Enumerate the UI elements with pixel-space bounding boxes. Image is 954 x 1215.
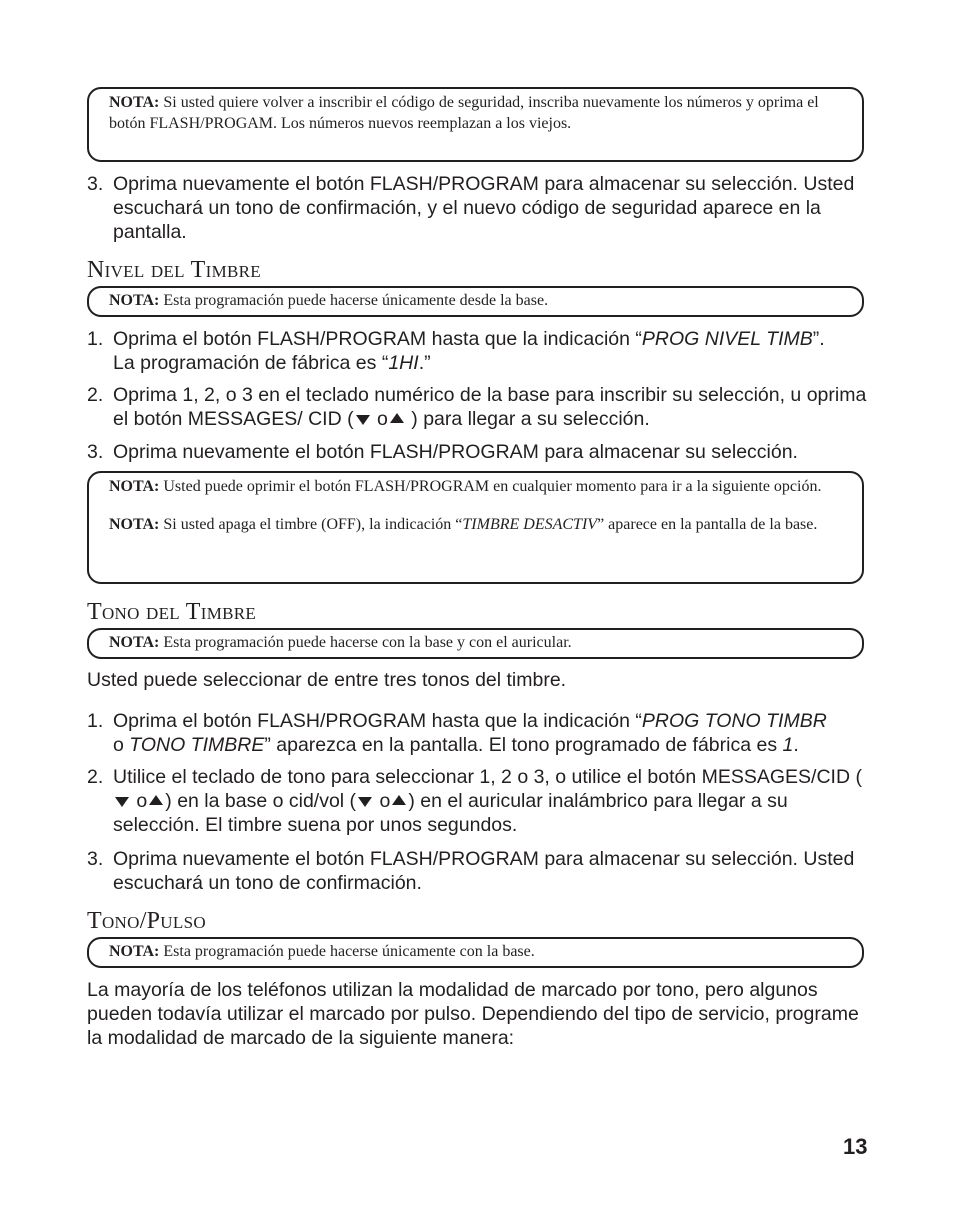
step-text: ” aparezca en la pantalla. El tono programado de fábrica es xyxy=(264,734,778,756)
note-text: Esta programación puede hacerse únicamente con la base. xyxy=(163,943,535,960)
step-text: Oprima nuevamente el botón FLASH/PROGRAM para almacenar su selección. Usted escuchará un tono de confirmación, y el nuevo código de seguridad aparece en la pantalla. xyxy=(113,173,855,243)
step-text: Oprima nuevamente el botón FLASH/PROGRAM para almacenar su selección. Usted escuchará un tono de confirmación. xyxy=(113,848,855,894)
note-label: NOTA: xyxy=(109,634,160,651)
note-text: Si usted apaga el timbre (OFF), la indicación “ xyxy=(163,516,463,533)
factory-setting: 1HI xyxy=(388,352,419,374)
note-text: Esta programación puede hacerse únicamente desde la base. xyxy=(163,292,549,309)
step-text: o xyxy=(377,408,388,430)
arrow-down-icon xyxy=(115,797,129,807)
heading-nivel-del-timbre: Nivel del Timbre xyxy=(87,257,261,283)
note-nivel xyxy=(87,286,864,317)
display-indication: TIMBRE DESACTIV xyxy=(462,516,598,533)
note-label: NOTA: xyxy=(109,292,160,309)
note-label: NOTA: xyxy=(109,94,160,111)
step-number: 2. xyxy=(87,766,104,788)
step-text: Oprima el botón FLASH/PROGRAM hasta que la indicación “ xyxy=(113,328,642,350)
note-text: ” aparece en la pantalla de la base. xyxy=(597,516,818,533)
note-security-code xyxy=(87,87,864,162)
display-indication: TONO TIMBRE xyxy=(129,734,265,756)
step-number: 2. xyxy=(87,384,104,406)
step-text: ) en el auricular inalámbrico para llegar a su selección. El timbre suena por unos segundos. xyxy=(113,790,788,836)
arrow-up-icon xyxy=(149,795,163,805)
note-text: Si usted quiere volver a inscribir el código de seguridad, inscriba nuevamente los números y oprima el botón FLASH/PROGAM. Los números nuevos reemplazan a los viejos. xyxy=(109,94,819,132)
step-text: o xyxy=(379,790,391,812)
step-text: ”. xyxy=(812,328,825,350)
note-label: NOTA: xyxy=(109,943,160,960)
step-number: 3. xyxy=(87,848,104,870)
step-text: Oprima nuevamente el botón FLASH/PROGRAM para almacenar su selección. xyxy=(113,441,798,463)
tono-intro: Usted puede seleccionar de entre tres tonos del timbre. xyxy=(87,669,567,691)
nivel-step-3 xyxy=(87,440,877,464)
step-number: 1. xyxy=(87,710,104,732)
step-text: La programación de fábrica es “ xyxy=(113,352,389,374)
step-text: . xyxy=(793,734,799,756)
note-pulso xyxy=(87,937,864,968)
display-indication: PROG TONO TIMBR xyxy=(641,710,827,732)
step-text: ) en la base o cid/vol ( xyxy=(165,790,357,812)
note-text: Usted puede oprimir el botón FLASH/PROGRAM en cualquier momento para ir a la siguiente opción. xyxy=(163,478,822,495)
tono-step-2 xyxy=(87,765,877,837)
step-number: 3. xyxy=(87,173,104,195)
nivel-step-1 xyxy=(87,327,877,375)
display-indication: PROG NIVEL TIMB xyxy=(641,328,813,350)
step-3-security xyxy=(87,172,877,244)
arrow-down-icon xyxy=(358,797,372,807)
step-text: .” xyxy=(418,352,431,374)
note-text: Esta programación puede hacerse con la base y con el auricular. xyxy=(163,634,572,651)
tono-step-3 xyxy=(87,847,877,895)
note-label: NOTA: xyxy=(109,516,160,533)
step-text: o xyxy=(113,734,124,756)
step-text: Oprima 1, 2, o 3 en el teclado numérico de la base para inscribir su selección, u oprima el botón MESSAGES/ CID ( xyxy=(113,384,867,430)
step-text: o xyxy=(136,790,148,812)
note-tono xyxy=(87,628,864,659)
tono-step-1 xyxy=(87,709,877,757)
note-nivel-options xyxy=(87,471,864,584)
heading-tono-pulso: Tono/Pulso xyxy=(87,908,206,934)
arrow-up-icon xyxy=(390,413,404,423)
step-text: ) para llegar a su selección. xyxy=(411,408,650,430)
pulso-body: La mayoría de los teléfonos utilizan la modalidad de marcado por tono, pero algunos pueden todavía utilizar el marcado por pulso. Dependiendo del tipo de servicio, programe la modalidad de marcado de la siguiente manera: xyxy=(87,979,859,1049)
note-label: NOTA: xyxy=(109,478,160,495)
step-text: Utilice el teclado de tono para seleccionar 1, 2 o 3, o utilice el botón MESSAGES/CID ( xyxy=(113,766,862,788)
heading-tono-del-timbre: Tono del Timbre xyxy=(87,599,257,625)
factory-setting: 1 xyxy=(782,734,794,756)
step-number: 1. xyxy=(87,328,104,350)
step-text: Oprima el botón FLASH/PROGRAM hasta que la indicación “ xyxy=(113,710,642,732)
page-number: 13 xyxy=(843,1134,868,1159)
arrow-up-icon xyxy=(392,795,406,805)
nivel-step-2 xyxy=(87,383,877,431)
step-number: 3. xyxy=(87,441,104,463)
arrow-down-icon xyxy=(356,415,370,425)
